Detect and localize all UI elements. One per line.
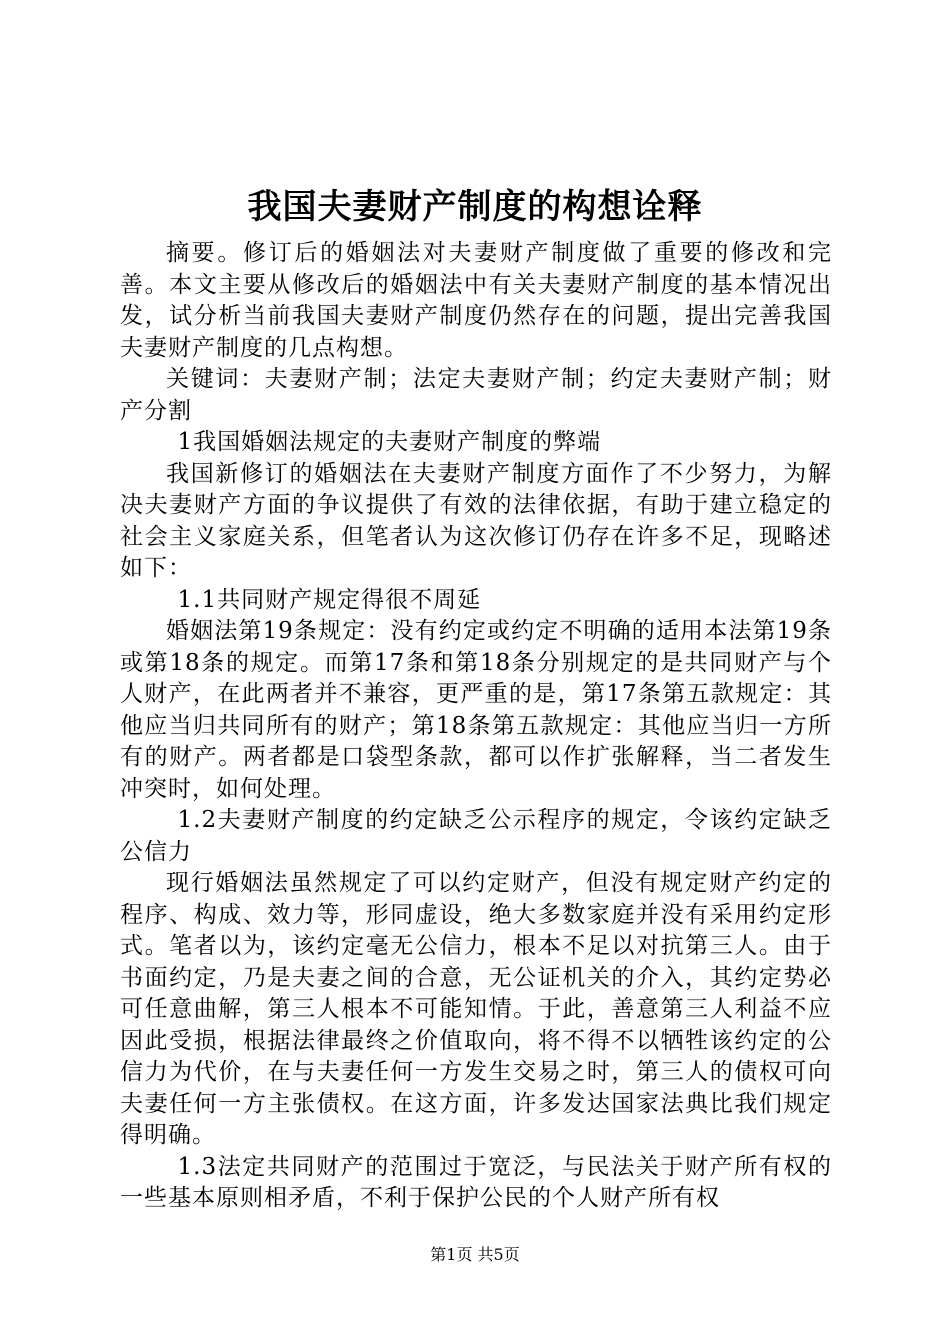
abstract-paragraph: 摘要。修订后的婚姻法对夫妻财产制度做了重要的修改和完善。本文主要从修改后的婚姻法中有关夫妻财产制度的基本情况出发，试分析当前我国夫妻财产制度仍然存在的问题，提出完善我国夫妻财产制度的几点构想。 <box>120 240 832 361</box>
section-heading-1-2: 1.2夫妻财产制度的约定缺乏公示程序的规定，令该约定缺乏公信力 <box>120 807 832 865</box>
body-paragraph: 婚姻法第19条规定：没有约定或约定不明确的适用本法第19条或第18条的规定。而第17条和第18条分别规定的是共同财产与个人财产，在此两者并不兼容，更严重的是，第17条第五款规定：其他应当归共同所有的财产；第18条第五款规定：其他应当归一方所有的财产。两者都是口袋型条款，都可以作扩张解释，当二者发生冲突时，如何处理。 <box>120 618 832 802</box>
page-number-footer: 第1页 共5页 <box>430 1245 520 1264</box>
section-heading-1: 1我国婚姻法规定的夫妻财产制度的弊端 <box>177 429 602 455</box>
body-paragraph: 现行婚姻法虽然规定了可以约定财产，但没有规定财产约定的程序、构成、效力等，形同虚设，绝大多数家庭并没有采用约定形式。笔者以为，该约定毫无公信力，根本不足以对抗第三人。由于书面约定，乃是夫妻之间的合意，无公证机关的介入，其约定势必可任意曲解，第三人根本不可能知情。于此，善意第三人利益不应因此受损，根据法律最终之价值取向，将不得不以牺牲该约定的公信力为代价，在与夫妻任何一方发生交易之时，第三人的债权可向夫妻任何一方主张债权。在这方面，许多发达国家法典比我们规定得明确。 <box>120 870 832 1148</box>
document-body <box>120 238 832 1215</box>
section-heading-1-1: 1.1共同财产规定得很不周延 <box>177 586 482 613</box>
document-title: 我国夫妻财产制度的构想诠释 <box>247 187 703 227</box>
keywords-paragraph: 关键词：夫妻财产制；法定夫妻财产制；约定夫妻财产制；财产分割 <box>120 366 832 424</box>
section-heading-1-3: 1.3法定共同财产的范围过于宽泛，与民法关于财产所有权的一些基本原则相矛盾，不利于保护公民的个人财产所有权 <box>120 1153 832 1211</box>
body-paragraph: 我国新修订的婚姻法在夫妻财产制度方面作了不少努力，为解决夫妻财产方面的争议提供了有效的法律依据，有助于建立稳定的社会主义家庭关系，但笔者认为这次修订仍存在许多不足，现略述如下： <box>120 460 832 581</box>
